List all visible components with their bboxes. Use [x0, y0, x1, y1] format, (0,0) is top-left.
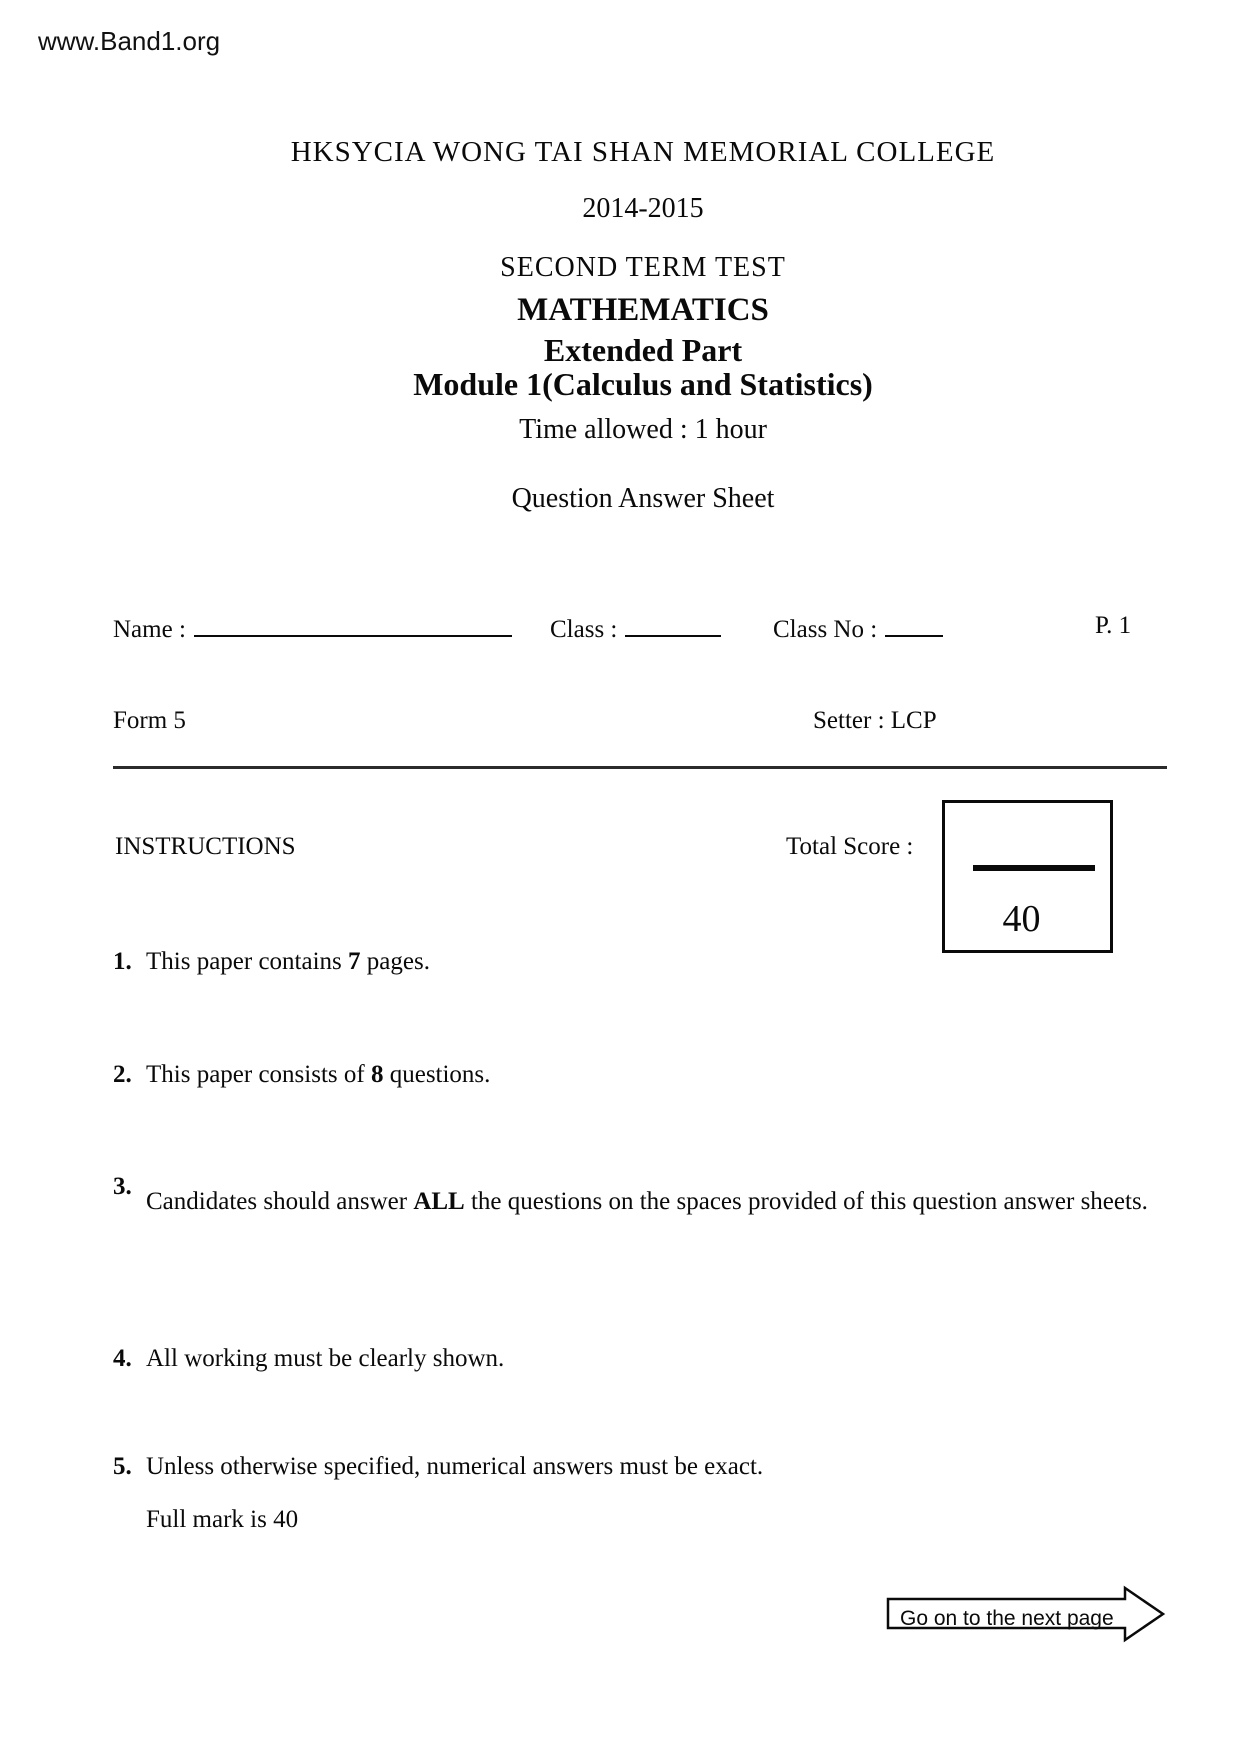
paper-part: Extended Part	[543, 332, 743, 368]
instructions-heading: INSTRUCTIONS	[115, 833, 296, 860]
module-title: Module 1(Calculus and Statistics)	[413, 366, 873, 402]
name-input-line[interactable]	[194, 612, 512, 637]
time-allowed: Time allowed : 1 hour	[519, 414, 767, 445]
section-divider	[113, 766, 1167, 769]
item-number: 3.	[113, 1173, 132, 1200]
instruction-item-2	[113, 1058, 1167, 1091]
next-page-label: Go on to the next page	[900, 1607, 1114, 1630]
instruction-item-3	[113, 1170, 1167, 1233]
item-number: 1.	[113, 948, 132, 975]
name-field	[113, 612, 512, 644]
item-text-pre: This paper contains	[146, 948, 349, 975]
item-text-pre: Unless otherwise specified, numerical answers must be exact.	[146, 1453, 764, 1480]
class-field	[550, 612, 721, 644]
instruction-item-5	[113, 1450, 1167, 1483]
item-text-pre: Candidates should answer	[146, 1188, 414, 1215]
academic-year: 2014-2015	[582, 193, 704, 224]
form-level: Form 5	[113, 707, 186, 734]
item-text-pre: This paper consists of	[146, 1061, 371, 1088]
school-name: HKSYCIA WONG TAI SHAN MEMORIAL COLLEGE	[290, 136, 996, 168]
class-no-field	[773, 612, 943, 644]
total-score-box[interactable]	[942, 800, 1113, 953]
name-label: Name :	[113, 616, 186, 643]
item-number: 4.	[113, 1345, 132, 1372]
item-text-pre: All working must be clearly shown.	[146, 1345, 505, 1372]
term-test-title: SECOND TERM TEST	[500, 252, 786, 283]
class-no-input-line[interactable]	[885, 612, 943, 637]
setter: Setter : LCP	[813, 707, 937, 734]
next-page-arrow[interactable]	[880, 1580, 1180, 1650]
instruction-item-4	[113, 1342, 1167, 1375]
subject-title: MATHEMATICS	[517, 292, 769, 328]
item-text-bold: 7	[348, 948, 361, 975]
item-text-post: the questions on the spaces provided of this question answer sheets.	[464, 1188, 1148, 1215]
class-input-line[interactable]	[625, 612, 721, 637]
class-no-label: Class No :	[773, 616, 878, 643]
item-text	[146, 945, 1167, 978]
item-text-bold: 8	[370, 1061, 384, 1088]
sheet-type: Question Answer Sheet	[511, 483, 775, 514]
item-text-post: pages.	[360, 948, 430, 975]
item-text	[146, 1058, 1167, 1091]
item-text	[146, 1155, 1167, 1233]
score-entry-line	[973, 865, 1095, 871]
class-label: Class :	[550, 616, 618, 643]
instruction-item-1	[113, 945, 1167, 978]
item-number: 5.	[113, 1453, 132, 1480]
site-watermark: www.Band1.org	[38, 26, 221, 56]
item-number: 2.	[113, 1061, 132, 1088]
page-number: P. 1	[1095, 612, 1132, 639]
item-text-post: questions.	[383, 1061, 491, 1088]
item-text-bold: ALL	[413, 1188, 465, 1215]
item-text	[146, 1450, 1167, 1483]
total-score-label: Total Score :	[786, 833, 914, 860]
full-mark-denominator: 40	[1002, 898, 1041, 940]
item-text	[146, 1342, 1167, 1375]
full-mark-note: Full mark is 40	[146, 1506, 299, 1533]
